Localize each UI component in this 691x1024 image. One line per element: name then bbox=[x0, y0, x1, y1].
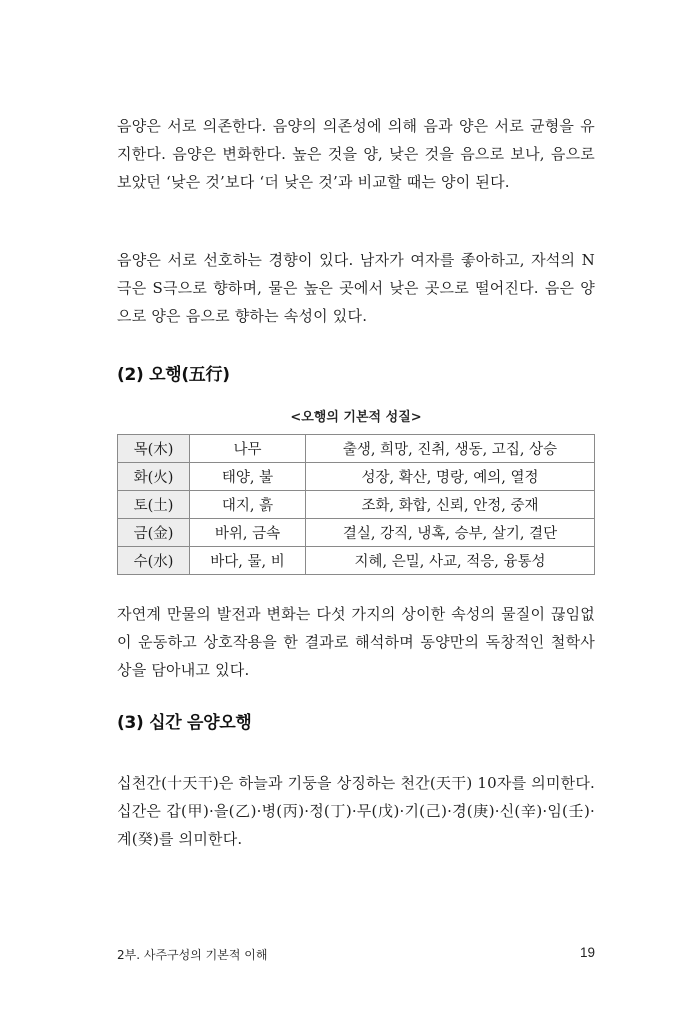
paragraph-yin-yang-dependence: 음양은 서로 의존한다. 음양의 의존성에 의해 음과 양은 서로 균형을 유지한다. 음양은 변화한다. 높은 것을 양, 낮은 것을 음으로 보나, 음으로 보았던 ‘낮은 것’보다 ‘더 낮은 것’과 비교할 때는 양이 된다. bbox=[117, 117, 595, 191]
section-heading-ten-stems: (3) 십간 음양오행 bbox=[117, 713, 252, 733]
element-cell: 수(水) bbox=[118, 547, 190, 575]
five-elements-table bbox=[117, 434, 595, 575]
table-row bbox=[118, 463, 595, 491]
symbol-cell: 대지, 흙 bbox=[190, 491, 306, 519]
element-cell: 금(金) bbox=[118, 519, 190, 547]
symbol-cell: 바위, 금속 bbox=[190, 519, 306, 547]
element-cell: 화(火) bbox=[118, 463, 190, 491]
table-row bbox=[118, 547, 595, 575]
page-number: 19 bbox=[579, 945, 595, 960]
element-cell: 토(土) bbox=[118, 491, 190, 519]
section-heading-five-elements: (2) 오행(五行) bbox=[117, 365, 230, 385]
symbol-cell: 태양, 불 bbox=[190, 463, 306, 491]
properties-cell: 지혜, 은밀, 사교, 적응, 융통성 bbox=[306, 547, 595, 575]
running-footer-chapter: 2부. 사주구성의 기본적 이해 bbox=[117, 948, 268, 962]
symbol-cell: 나무 bbox=[190, 435, 306, 463]
paragraph-five-elements-description: 자연계 만물의 발전과 변화는 다섯 가지의 상이한 속성의 물질이 끊임없이 운동하고 상호작용을 한 결과로 해석하며 동양만의 독창적인 철학사상을 담아내고 있다. bbox=[117, 605, 595, 679]
table-row bbox=[118, 519, 595, 547]
symbol-cell: 바다, 물, 비 bbox=[190, 547, 306, 575]
table-row bbox=[118, 435, 595, 463]
table-caption: <오행의 기본적 성질> bbox=[290, 410, 422, 425]
paragraph-yin-yang-attraction: 음양은 서로 선호하는 경향이 있다. 남자가 여자를 좋아하고, 자석의 N극은 S극으로 향하며, 물은 높은 곳에서 낮은 곳으로 떨어진다. 음은 양으로 양은 음으로 향하는 속성이 있다. bbox=[117, 251, 595, 325]
table-row bbox=[118, 491, 595, 519]
paragraph-ten-stems: 십천간(十天干)은 하늘과 기둥을 상징하는 천간(天干) 10자를 의미한다. 십간은 갑(甲)·을(乙)·병(丙)·정(丁)·무(戊)·기(己)·경(庚)·신(辛)·임(壬)·계(癸)를 의미한다. bbox=[117, 774, 595, 848]
element-cell: 목(木) bbox=[118, 435, 190, 463]
properties-cell: 결실, 강직, 냉혹, 승부, 살기, 결단 bbox=[306, 519, 595, 547]
properties-cell: 성장, 확산, 명랑, 예의, 열정 bbox=[306, 463, 595, 491]
properties-cell: 출생, 희망, 진취, 생동, 고집, 상승 bbox=[306, 435, 595, 463]
properties-cell: 조화, 화합, 신뢰, 안정, 중재 bbox=[306, 491, 595, 519]
